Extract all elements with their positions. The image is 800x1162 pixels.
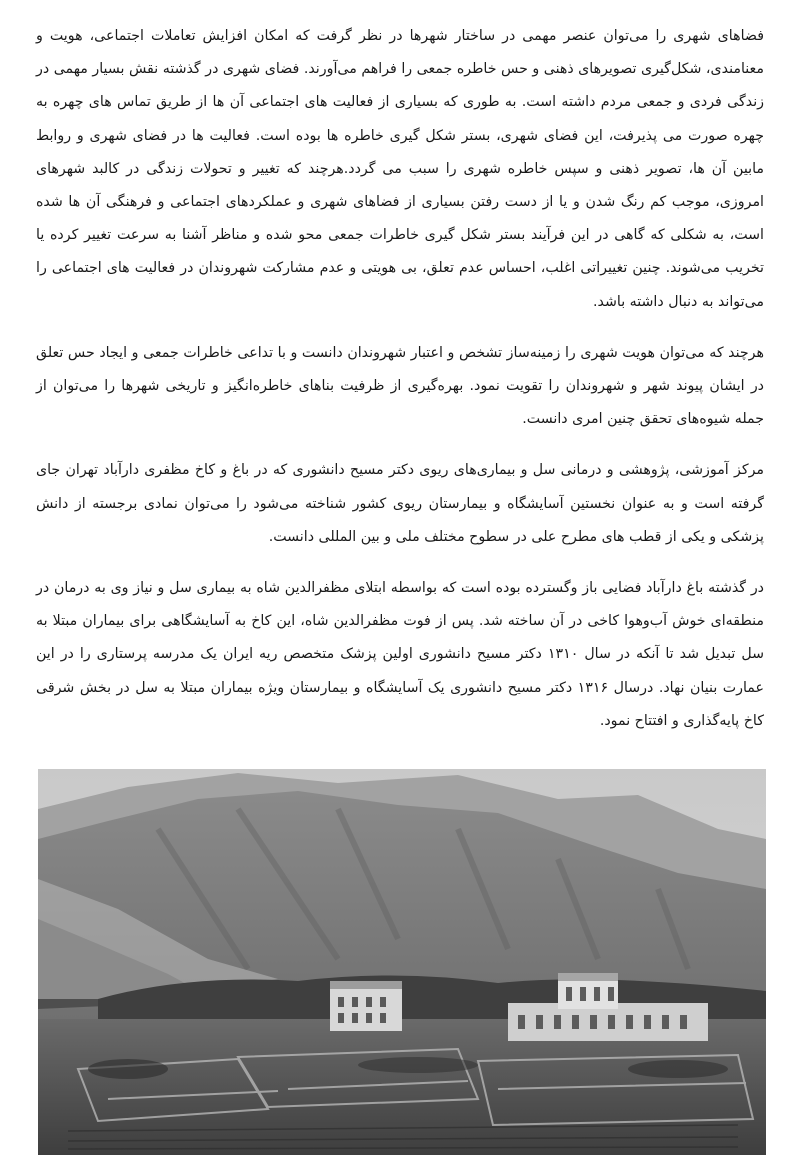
- paragraph-3: مرکز آموزشی، پژوهشی و درمانی سل و بیماری‌های ریوی دکتر مسیح دانشوری که در باغ و کاخ مظفری دارآباد تهران جای گرفته است و به عنوان نخستین آسایشگاه و بیمارستان ریوی کشور شناخته می‌شود را می‌توان نمادی برجسته از دانش پزشکی و یکی از قطب های مطرح علی در سطوح مختلف ملی و بین المللی دانست.: [36, 462, 764, 545]
- paragraph-1: فضاهای شهری را می‌توان عنصر مهمی در ساختار شهرها در نظر گرفت که امکان افزایش تعاملات اجتماعی، هویت و معنامندی، شکل‌گیری تصویرهای ذهنی و حس خاطره جمعی را فراهم می‌آورند. فضای شهری در گذشته نقش بسیار مهمی در زندگی فردی و جمعی مردم داشته است. به طوری که بسیاری از فعالیت های اجتماعی آن ها از طریق تماس های چهره به چهره صورت می پذیرفت، این فضای شهری، بستر شکل گیری خاطره ها بوده است. فعالیت ها در فضای شهری و روابط مابین آن ها، تصویر ذهنی و سپس خاطره شهری را سبب می گردد.هرچند که تغییر و تحولات زندگی در کالبد شهرهای امروزی، موجب کم رنگ شدن و یا از دست رفتن بسیاری از فضاهای شهری و عملکردهای اجتماعی و فرهنگی آن ها شده است، به شکلی که گاهی در این فرآیند بستر شکل گیری خاطرات جمعی محو شده و مناظر آشنا به سرعت تغییر کرده یا تخریب می‌شوند. چنین تغییراتی اغلب، احساس عدم تعلق، بی هویتی و عدم مشارکت شهروندان در فعالیت های اجتماعی را می‌تواند به دنبال داشته باشد.: [36, 28, 764, 310]
- article-body: [36, 20, 764, 756]
- historic-photo: [38, 769, 766, 1155]
- paragraph-4: در گذشته باغ دارآباد فضایی باز وگسترده بوده است که بواسطه ابتلای مظفرالدین شاه به بیماری سل و نیاز وی به درمان در منطقه‌ای خوش آب‌وهوا کاخی در آن ساخته شد. پس از فوت مظفرالدین شاه، این کاخ به آسایشگاهی برای بیماران مبتلا به سل تبدیل شد تا آنکه در سال ۱۳۱۰ دکتر مسیح دانشوری اولین پزشک متخصص ریه ایران یک مدرسه پرستاری را در این عمارت بنیان نهاد. درسال ۱۳۱۶ دکتر مسیح دانشوری یک آسایشگاه و بیمارستان ویژه بیماران مبتلا به سل در بخش شرقی کاخ پایه‌گذاری و افتتاح نمود.: [36, 580, 764, 729]
- paragraph-2: هرچند که می‌توان هویت شهری را زمینه‌ساز تشخص و اعتبار شهروندان دانست و با تداعی خاطرات جمعی و ایجاد حس تعلق در ایشان پیوند شهر و شهروندان را تقویت نمود. بهره‌گیری از ظرفیت بناهای خاطره‌انگیز و تاریخی شهرها را می‌توان از جمله شیوه‌های تحقق چنین امری دانست.: [36, 344, 764, 428]
- historic-photo-illustration: [38, 769, 766, 1155]
